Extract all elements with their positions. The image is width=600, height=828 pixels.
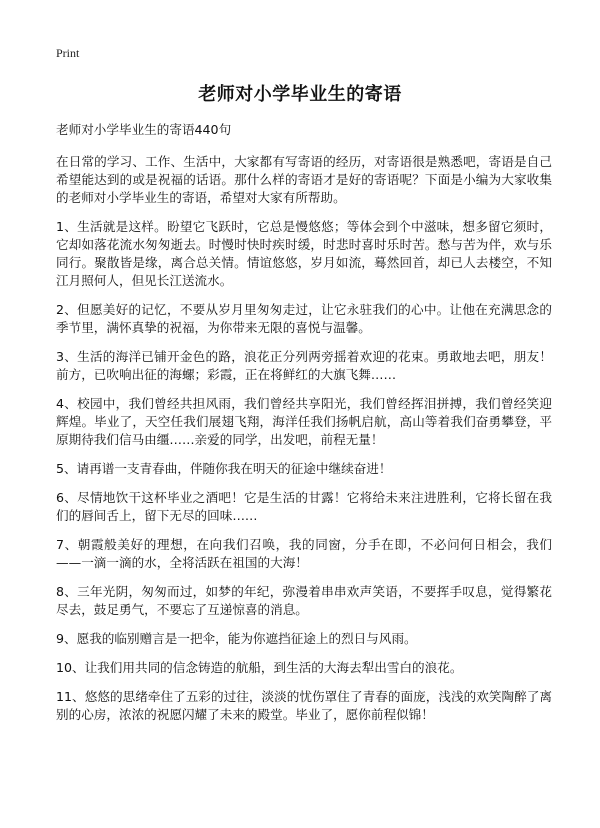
blessing-item-4: 4、校园中，我们曾经共担风雨，我们曾经共享阳光，我们曾经挥泪拼搏，我们曾经笑迎辉煌。毕业了，天空任我们展翅飞翔，海洋任我们扬帆启航，高山等着我们奋勇攀登，平原期待我们信马由缰……亲爱的同学，出发吧，前程无量！ xyxy=(56,396,552,447)
blessing-item-8: 8、三年光阴，匆匆而过，如梦的年纪，弥漫着串串欢声笑语，不要挥手叹息，觉得繁花尽去，鼓足勇气，不要忘了互递惊喜的消息。 xyxy=(56,584,552,617)
blessing-item-2: 2、但愿美好的记忆，不要从岁月里匆匆走过，让它永驻我们的心中。让他在充满思念的季节里，满怀真挚的祝福，为你带来无限的喜悦与温馨。 xyxy=(56,302,552,335)
intro-paragraph: 在日常的学习、工作、生活中，大家都有写寄语的经历，对寄语很是熟悉吧，寄语是自己希望能达到的或是祝福的话语。那什么样的寄语才是好的寄语呢？下面是小编为大家收集的老师对小学毕业生的寄语，希望对大家有所帮助。 xyxy=(56,154,552,205)
blessing-item-6: 6、尽情地饮干这杯毕业之酒吧！它是生活的甘露！它将给未来注进胜利，它将长留在我们的唇间舌上，留下无尽的回味…… xyxy=(56,490,552,523)
print-link[interactable]: Print xyxy=(56,46,80,60)
blessing-item-11: 11、悠悠的思绪牵住了五彩的过往，淡淡的忧伤罩住了青春的面庞，浅浅的欢笑陶醉了离别的心房，浓浓的祝愿闪耀了未来的殿堂。毕业了，愿你前程似锦！ xyxy=(56,689,552,722)
document-subtitle: 老师对小学毕业生的寄语440句 xyxy=(56,122,232,137)
document-body xyxy=(56,121,552,735)
blessing-item-7: 7、朝霞般美好的理想，在向我们召唤，我的同窗，分手在即，不必问何日相会，我们——一滴一滴的水，全将活跃在祖国的大海！ xyxy=(56,537,552,570)
blessing-item-10: 10、让我们用共同的信念铸造的航船，到生活的大海去犁出雪白的浪花。 xyxy=(56,660,463,675)
blessing-item-1: 1、生活就是这样。盼望它飞跃时，它总是慢悠悠；等体会到个中滋味，想多留它须时，它却如落花流水匆匆逝去。时慢时快时疾时缓，时悲时喜时乐时苦。愁与苦为伴，欢与乐同行。聚散皆是缘，离合总关情。情谊悠悠，岁月如流，蓦然回首，却已人去楼空，不知江月照何人，但见长江送流水。 xyxy=(56,219,552,288)
blessing-item-5: 5、请再谱一支青春曲，伴随你我在明天的征途中继续奋进！ xyxy=(56,461,392,476)
page-title: 老师对小学毕业生的寄语 xyxy=(198,84,402,105)
blessing-item-9: 9、愿我的临别赠言是一把伞，能为你遮挡征途上的烈日与风雨。 xyxy=(56,631,417,646)
blessing-item-3: 3、生活的海洋已铺开金色的路，浪花正分列两旁摇着欢迎的花束。勇敢地去吧，朋友！前方，已吹响出征的海螺；彩霞，正在将鲜红的大旗飞舞…… xyxy=(56,349,552,382)
